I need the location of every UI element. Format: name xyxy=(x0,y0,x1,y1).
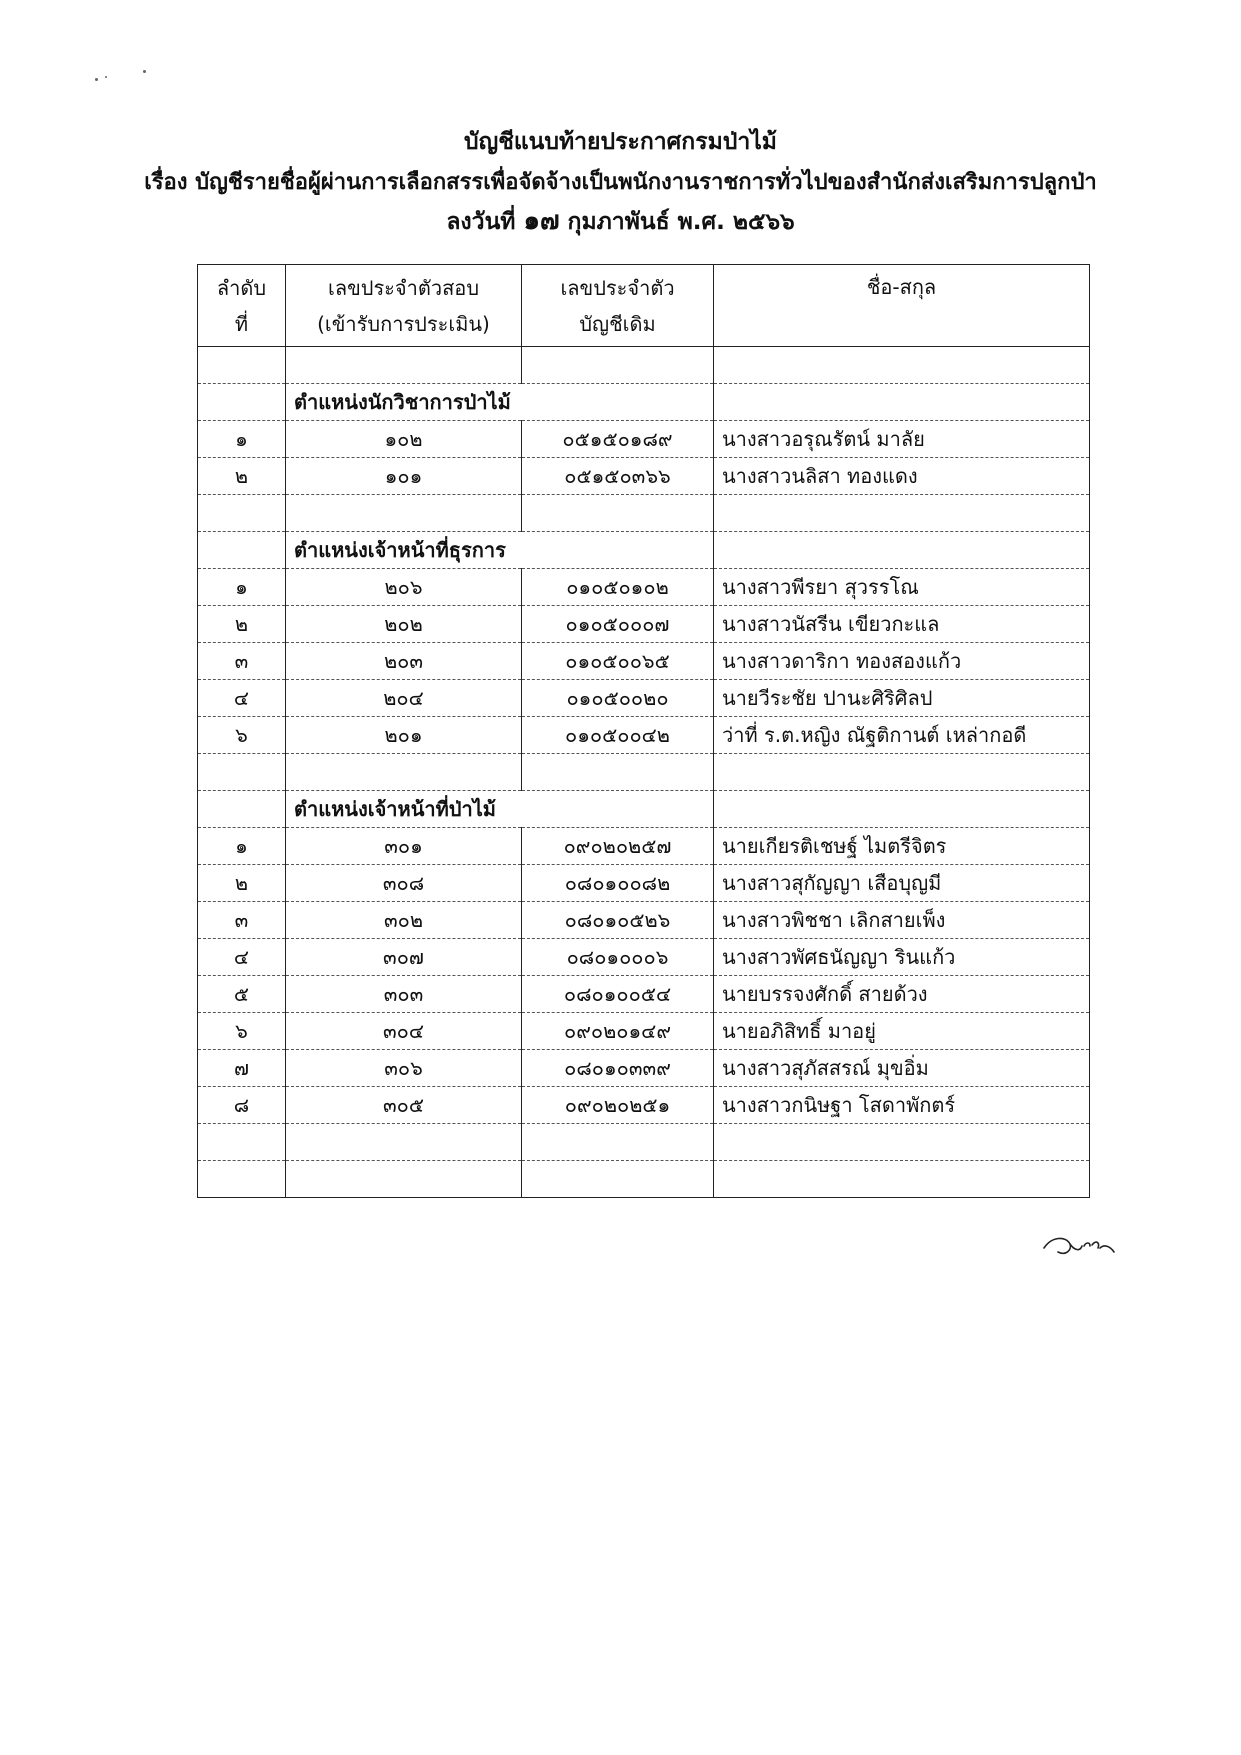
account-id-cell: ๐๘๐๑๐๕๒๖ xyxy=(522,902,714,939)
name-cell: นางสาวสุภัสสรณ์ มุขอิ่ม xyxy=(714,1050,1090,1087)
section-title-row xyxy=(198,384,1090,421)
account-id-cell: ๐๘๐๑๐๐๕๔ xyxy=(522,976,714,1013)
empty-cell xyxy=(522,495,714,532)
account-id-cell: ๐๘๐๑๐๐๐๖ xyxy=(522,939,714,976)
section-name-cell xyxy=(714,791,1090,828)
empty-cell xyxy=(198,1124,286,1161)
section-title: ตำแหน่งเจ้าหน้าที่ป่าไม้ xyxy=(286,791,714,828)
scan-specks xyxy=(95,70,155,90)
table-row xyxy=(198,1050,1090,1087)
section-order-cell xyxy=(198,532,286,569)
order-cell: ๑ xyxy=(198,421,286,458)
account-id-cell: ๐๕๑๕๐๓๖๖ xyxy=(522,458,714,495)
name-cell: นายบรรจงศักดิ์ สายด้วง xyxy=(714,976,1090,1013)
header-exam-id-line2: (เข้ารับการประเมิน) xyxy=(317,311,490,336)
header-order xyxy=(198,265,286,347)
empty-cell xyxy=(522,754,714,791)
section-title-row xyxy=(198,791,1090,828)
exam-id-cell: ๑๐๒ xyxy=(286,421,522,458)
account-id-cell: ๐๑๐๕๐๐๔๒ xyxy=(522,717,714,754)
order-cell: ๘ xyxy=(198,1087,286,1124)
empty-cell xyxy=(198,347,286,384)
exam-id-cell: ๓๐๒ xyxy=(286,902,522,939)
empty-cell xyxy=(286,1124,522,1161)
table-row xyxy=(198,717,1090,754)
empty-cell xyxy=(522,347,714,384)
table-row xyxy=(198,458,1090,495)
name-cell: ว่าที่ ร.ต.หญิง ณัฐติกานต์ เหล่ากอดี xyxy=(714,717,1090,754)
order-cell: ๔ xyxy=(198,939,286,976)
header-exam-id-line1: เลขประจำตัวสอบ xyxy=(327,275,480,300)
empty-cell xyxy=(714,1124,1090,1161)
table-row xyxy=(198,902,1090,939)
header-order-line1: ลำดับ xyxy=(216,275,267,300)
account-id-cell: ๐๑๐๕๐๐๖๕ xyxy=(522,643,714,680)
order-cell: ๓ xyxy=(198,643,286,680)
name-cell: นายวีระชัย ปานะศิริศิลป xyxy=(714,680,1090,717)
table-row xyxy=(198,643,1090,680)
account-id-cell: ๐๙๐๒๐๒๕๑ xyxy=(522,1087,714,1124)
document-subject: เรื่อง บัญชีรายชื่อผู้ผ่านการเลือกสรรเพื่อจัดจ้างเป็นพนักงานราชการทั่วไปของสำนักส่งเสริมการปลูกป่า xyxy=(144,170,1097,195)
document-date xyxy=(0,200,1241,241)
exam-id-cell: ๓๐๘ xyxy=(286,865,522,902)
account-id-cell: ๐๑๐๕๐๐๐๗ xyxy=(522,606,714,643)
table-row xyxy=(198,421,1090,458)
empty-cell xyxy=(522,1124,714,1161)
empty-row xyxy=(198,495,1090,532)
empty-cell xyxy=(714,347,1090,384)
exam-id-cell: ๒๐๖ xyxy=(286,569,522,606)
order-cell: ๒ xyxy=(198,865,286,902)
section-order-cell xyxy=(198,791,286,828)
account-id-cell: ๐๑๐๕๐๐๒๐ xyxy=(522,680,714,717)
exam-id-cell: ๒๐๓ xyxy=(286,643,522,680)
empty-cell xyxy=(286,754,522,791)
exam-id-cell: ๓๐๔ xyxy=(286,1013,522,1050)
order-cell: ๖ xyxy=(198,717,286,754)
section-title: ตำแหน่งนักวิชาการป่าไม้ xyxy=(286,384,714,421)
name-cell: นางสาวพิชชา เลิกสายเพ็ง xyxy=(714,902,1090,939)
exam-id-cell: ๓๐๗ xyxy=(286,939,522,976)
empty-cell xyxy=(286,1161,522,1198)
empty-row xyxy=(198,754,1090,791)
account-id-cell: ๐๕๑๕๐๑๘๙ xyxy=(522,421,714,458)
empty-cell xyxy=(286,495,522,532)
header-name xyxy=(714,265,1090,347)
exam-id-cell: ๓๐๓ xyxy=(286,976,522,1013)
section-title: ตำแหน่งเจ้าหน้าที่ธุรการ xyxy=(286,532,714,569)
order-cell: ๒ xyxy=(198,458,286,495)
exam-id-cell: ๒๐๔ xyxy=(286,680,522,717)
empty-cell xyxy=(198,1161,286,1198)
table-row xyxy=(198,680,1090,717)
name-cell: นายเกียรติเชษฐ์ ไมตรีจิตร xyxy=(714,828,1090,865)
empty-cell xyxy=(286,347,522,384)
empty-row xyxy=(198,1124,1090,1161)
order-cell: ๕ xyxy=(198,976,286,1013)
date-day: ๑๗ xyxy=(523,206,560,236)
table-header-row xyxy=(198,265,1090,347)
section-name-cell xyxy=(714,532,1090,569)
exam-id-cell: ๓๐๑ xyxy=(286,828,522,865)
name-cell: นางสาวกนิษฐา โสดาพักตร์ xyxy=(714,1087,1090,1124)
section-name-cell xyxy=(714,384,1090,421)
section-order-cell xyxy=(198,384,286,421)
empty-cell xyxy=(198,495,286,532)
order-cell: ๗ xyxy=(198,1050,286,1087)
account-id-cell: ๐๑๐๕๐๑๐๒ xyxy=(522,569,714,606)
table-body xyxy=(198,347,1090,1198)
empty-cell xyxy=(714,1161,1090,1198)
order-cell: ๖ xyxy=(198,1013,286,1050)
date-month-year: กุมภาพันธ์ พ.ศ. ๒๕๖๖ xyxy=(567,209,795,235)
name-cell: นางสาวนัสรีน เขียวกะแล xyxy=(714,606,1090,643)
header-order-line2: ที่ xyxy=(234,311,249,336)
order-cell: ๒ xyxy=(198,606,286,643)
account-id-cell: ๐๙๐๒๐๑๔๙ xyxy=(522,1013,714,1050)
empty-row xyxy=(198,1161,1090,1198)
table-row xyxy=(198,828,1090,865)
account-id-cell: ๐๘๐๑๐๐๘๒ xyxy=(522,865,714,902)
section-title-row xyxy=(198,532,1090,569)
empty-row xyxy=(198,347,1090,384)
order-cell: ๔ xyxy=(198,680,286,717)
table-row xyxy=(198,1087,1090,1124)
name-cell: นางสาวนลิสา ทองแดง xyxy=(714,458,1090,495)
header-account-id-line1: เลขประจำตัว xyxy=(560,275,675,300)
header-account-id-line2: บัญชีเดิม xyxy=(579,311,656,336)
table-row xyxy=(198,976,1090,1013)
order-cell: ๓ xyxy=(198,902,286,939)
exam-id-cell: ๓๐๖ xyxy=(286,1050,522,1087)
table-row xyxy=(198,569,1090,606)
exam-id-cell: ๒๐๒ xyxy=(286,606,522,643)
candidate-table xyxy=(197,264,1090,1198)
empty-cell xyxy=(522,1161,714,1198)
order-cell: ๑ xyxy=(198,828,286,865)
exam-id-cell: ๓๐๕ xyxy=(286,1087,522,1124)
table-row xyxy=(198,939,1090,976)
date-prefix: ลงวันที่ xyxy=(446,209,516,235)
header-account-id xyxy=(522,265,714,347)
header-name-label: ชื่อ-สกุล xyxy=(866,275,937,299)
name-cell: นางสาวดาริกา ทองสองแก้ว xyxy=(714,643,1090,680)
empty-cell xyxy=(198,754,286,791)
table-row xyxy=(198,865,1090,902)
name-cell: นางสาวพีรยา สุวรรโณ xyxy=(714,569,1090,606)
order-cell: ๑ xyxy=(198,569,286,606)
document-title: บัญชีแนบท้ายประกาศกรมป่าไม้ xyxy=(464,129,777,155)
exam-id-cell: ๑๐๑ xyxy=(286,458,522,495)
empty-cell xyxy=(714,754,1090,791)
header-exam-id xyxy=(286,265,522,347)
signature-mark xyxy=(1040,1228,1120,1264)
table-row xyxy=(198,1013,1090,1050)
name-cell: นายอภิสิทธิ์ มาอยู่ xyxy=(714,1013,1090,1050)
empty-cell xyxy=(714,495,1090,532)
exam-id-cell: ๒๐๑ xyxy=(286,717,522,754)
name-cell: นางสาวอรุณรัตน์ มาลัย xyxy=(714,421,1090,458)
account-id-cell: ๐๘๐๑๐๓๓๙ xyxy=(522,1050,714,1087)
table-row xyxy=(198,606,1090,643)
account-id-cell: ๐๙๐๒๐๒๕๗ xyxy=(522,828,714,865)
name-cell: นางสาวพัศธนัญญา รินแก้ว xyxy=(714,939,1090,976)
name-cell: นางสาวสุกัญญา เสือบุญมี xyxy=(714,865,1090,902)
